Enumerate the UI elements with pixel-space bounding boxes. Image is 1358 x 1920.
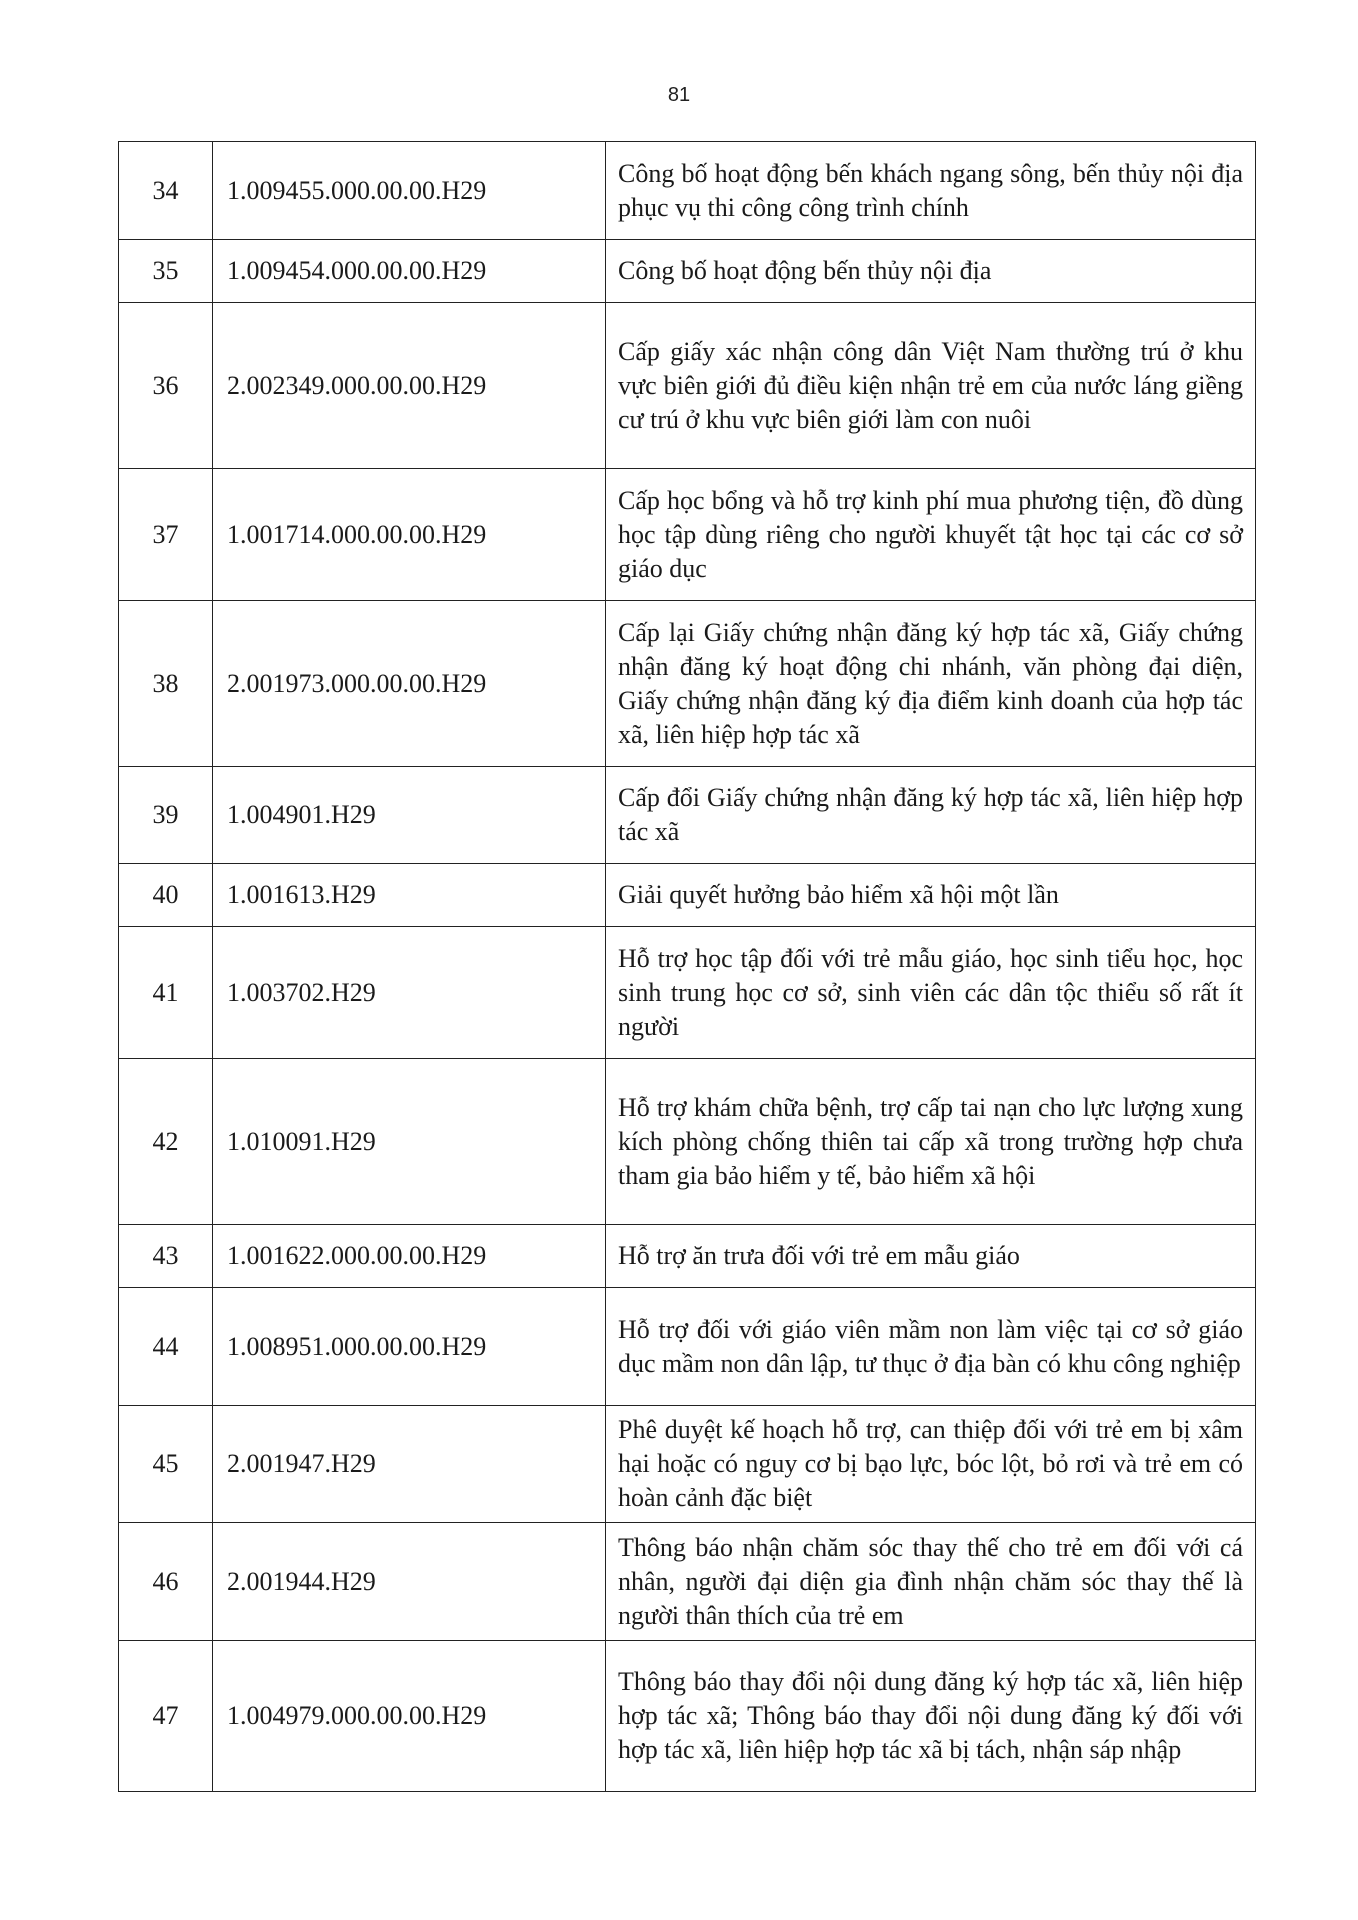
row-number-cell: 40 <box>119 864 213 927</box>
page-number: 81 <box>667 84 691 106</box>
procedure-code-cell: 1.010091.H29 <box>213 1059 606 1225</box>
row-number-cell: 44 <box>119 1288 213 1406</box>
procedure-name-cell <box>606 1059 1256 1225</box>
procedure-name-text: Cấp học bổng và hỗ trợ kinh phí mua phương tiện, đồ dùng học tập dùng riêng cho người khuyết tật học tại các cơ sở giáo dục <box>618 485 1243 583</box>
procedure-code-cell: 2.001973.000.00.00.H29 <box>213 601 606 767</box>
table-row <box>119 469 1256 601</box>
procedure-name-text: Cấp đổi Giấy chứng nhận đăng ký hợp tác xã, liên hiệp hợp tác xã <box>618 783 1243 846</box>
procedure-name-text: Thông báo nhận chăm sóc thay thế cho trẻ em đối với cá nhân, người đại diện gia đình nhận chăm sóc thay thế là người thân thích của trẻ em <box>618 1532 1243 1630</box>
table-row <box>119 601 1256 767</box>
procedure-name-text: Công bố hoạt động bến khách ngang sông, bến thủy nội địa phục vụ thi công công trình chính <box>618 158 1243 222</box>
procedure-name-cell <box>606 1225 1256 1288</box>
procedure-name-cell <box>606 1288 1256 1406</box>
procedure-name-text: Cấp giấy xác nhận công dân Việt Nam thường trú ở khu vực biên giới đủ điều kiện nhận trẻ em của nước láng giềng cư trú ở khu vực biên giới làm con nuôi <box>618 336 1243 434</box>
row-number-cell: 38 <box>119 601 213 767</box>
procedure-code-cell: 1.009455.000.00.00.H29 <box>213 142 606 240</box>
row-number-cell: 45 <box>119 1406 213 1523</box>
procedure-name-cell <box>606 601 1256 767</box>
row-number-cell: 47 <box>119 1641 213 1792</box>
table-row <box>119 1641 1256 1792</box>
procedure-code-cell: 2.002349.000.00.00.H29 <box>213 303 606 469</box>
procedure-code-cell: 1.004901.H29 <box>213 767 606 864</box>
table-row <box>119 303 1256 469</box>
procedure-code-cell: 1.001613.H29 <box>213 864 606 927</box>
procedure-code-cell: 2.001944.H29 <box>213 1523 606 1641</box>
procedure-code-cell: 2.001947.H29 <box>213 1406 606 1523</box>
table-row <box>119 864 1256 927</box>
row-number-cell: 36 <box>119 303 213 469</box>
row-number-cell: 39 <box>119 767 213 864</box>
procedure-code-cell: 1.008951.000.00.00.H29 <box>213 1288 606 1406</box>
table-row <box>119 767 1256 864</box>
procedure-name-text: Hỗ trợ đối với giáo viên mầm non làm việc tại cơ sở giáo dục mầm non dân lập, tư thục ở địa bàn có khu công nghiệp <box>618 1314 1243 1378</box>
procedure-code-cell: 1.004979.000.00.00.H29 <box>213 1641 606 1792</box>
table-row <box>119 1059 1256 1225</box>
procedure-code-cell: 1.009454.000.00.00.H29 <box>213 240 606 303</box>
table-row <box>119 927 1256 1059</box>
procedure-name-text: Thông báo thay đổi nội dung đăng ký hợp tác xã, liên hiệp hợp tác xã; Thông báo thay đổi nội dung đăng ký đối với hợp tác xã, liên hiệp hợp tác xã bị tách, nhận sáp nhập <box>618 1667 1243 1764</box>
procedure-name-cell <box>606 927 1256 1059</box>
table-row <box>119 142 1256 240</box>
procedure-name-cell <box>606 469 1256 601</box>
table-row <box>119 240 1256 303</box>
procedure-name-cell <box>606 240 1256 303</box>
table-row <box>119 1523 1256 1641</box>
procedure-name-text: Cấp lại Giấy chứng nhận đăng ký hợp tác xã, Giấy chứng nhận đăng ký hoạt động chi nhánh, văn phòng đại diện, Giấy chứng nhận đăng ký địa điểm kinh doanh của hợp tác xã, liên hiệp hợp tác xã <box>618 617 1243 749</box>
procedure-code-cell: 1.001714.000.00.00.H29 <box>213 469 606 601</box>
row-number-cell: 34 <box>119 142 213 240</box>
table-row <box>119 1288 1256 1406</box>
row-number-cell: 37 <box>119 469 213 601</box>
procedure-name-cell <box>606 1641 1256 1792</box>
row-number-cell: 43 <box>119 1225 213 1288</box>
row-number-cell: 42 <box>119 1059 213 1225</box>
row-number-cell: 46 <box>119 1523 213 1641</box>
table-body <box>119 142 1256 1792</box>
procedure-name-cell <box>606 767 1256 864</box>
procedure-name-text: Hỗ trợ học tập đối với trẻ mẫu giáo, học sinh tiểu học, học sinh trung học cơ sở, sinh viên các dân tộc thiểu số rất ít người <box>618 943 1243 1041</box>
procedure-name-cell <box>606 142 1256 240</box>
procedure-name-text: Hỗ trợ khám chữa bệnh, trợ cấp tai nạn cho lực lượng xung kích phòng chống thiên tai cấp xã trong trường hợp chưa tham gia bảo hiểm y tế, bảo hiểm xã hội <box>618 1092 1243 1190</box>
procedure-name-text: Giải quyết hưởng bảo hiểm xã hội một lần <box>618 880 1059 909</box>
procedure-name-cell <box>606 1523 1256 1641</box>
table-row <box>119 1225 1256 1288</box>
procedure-name-cell <box>606 1406 1256 1523</box>
procedures-table <box>118 141 1256 1792</box>
procedure-code-cell: 1.001622.000.00.00.H29 <box>213 1225 606 1288</box>
row-number-cell: 41 <box>119 927 213 1059</box>
row-number-cell: 35 <box>119 240 213 303</box>
procedure-name-cell <box>606 864 1256 927</box>
procedure-name-text: Phê duyệt kế hoạch hỗ trợ, can thiệp đối với trẻ em bị xâm hại hoặc có nguy cơ bị bạo lực, bóc lột, bỏ rơi và trẻ em có hoàn cảnh đặc biệt <box>618 1415 1243 1512</box>
procedure-code-cell: 1.003702.H29 <box>213 927 606 1059</box>
procedure-name-text: Hỗ trợ ăn trưa đối với trẻ em mẫu giáo <box>618 1241 1020 1270</box>
table-row <box>119 1406 1256 1523</box>
procedure-name-cell <box>606 303 1256 469</box>
procedure-name-text: Công bố hoạt động bến thủy nội địa <box>618 256 992 285</box>
